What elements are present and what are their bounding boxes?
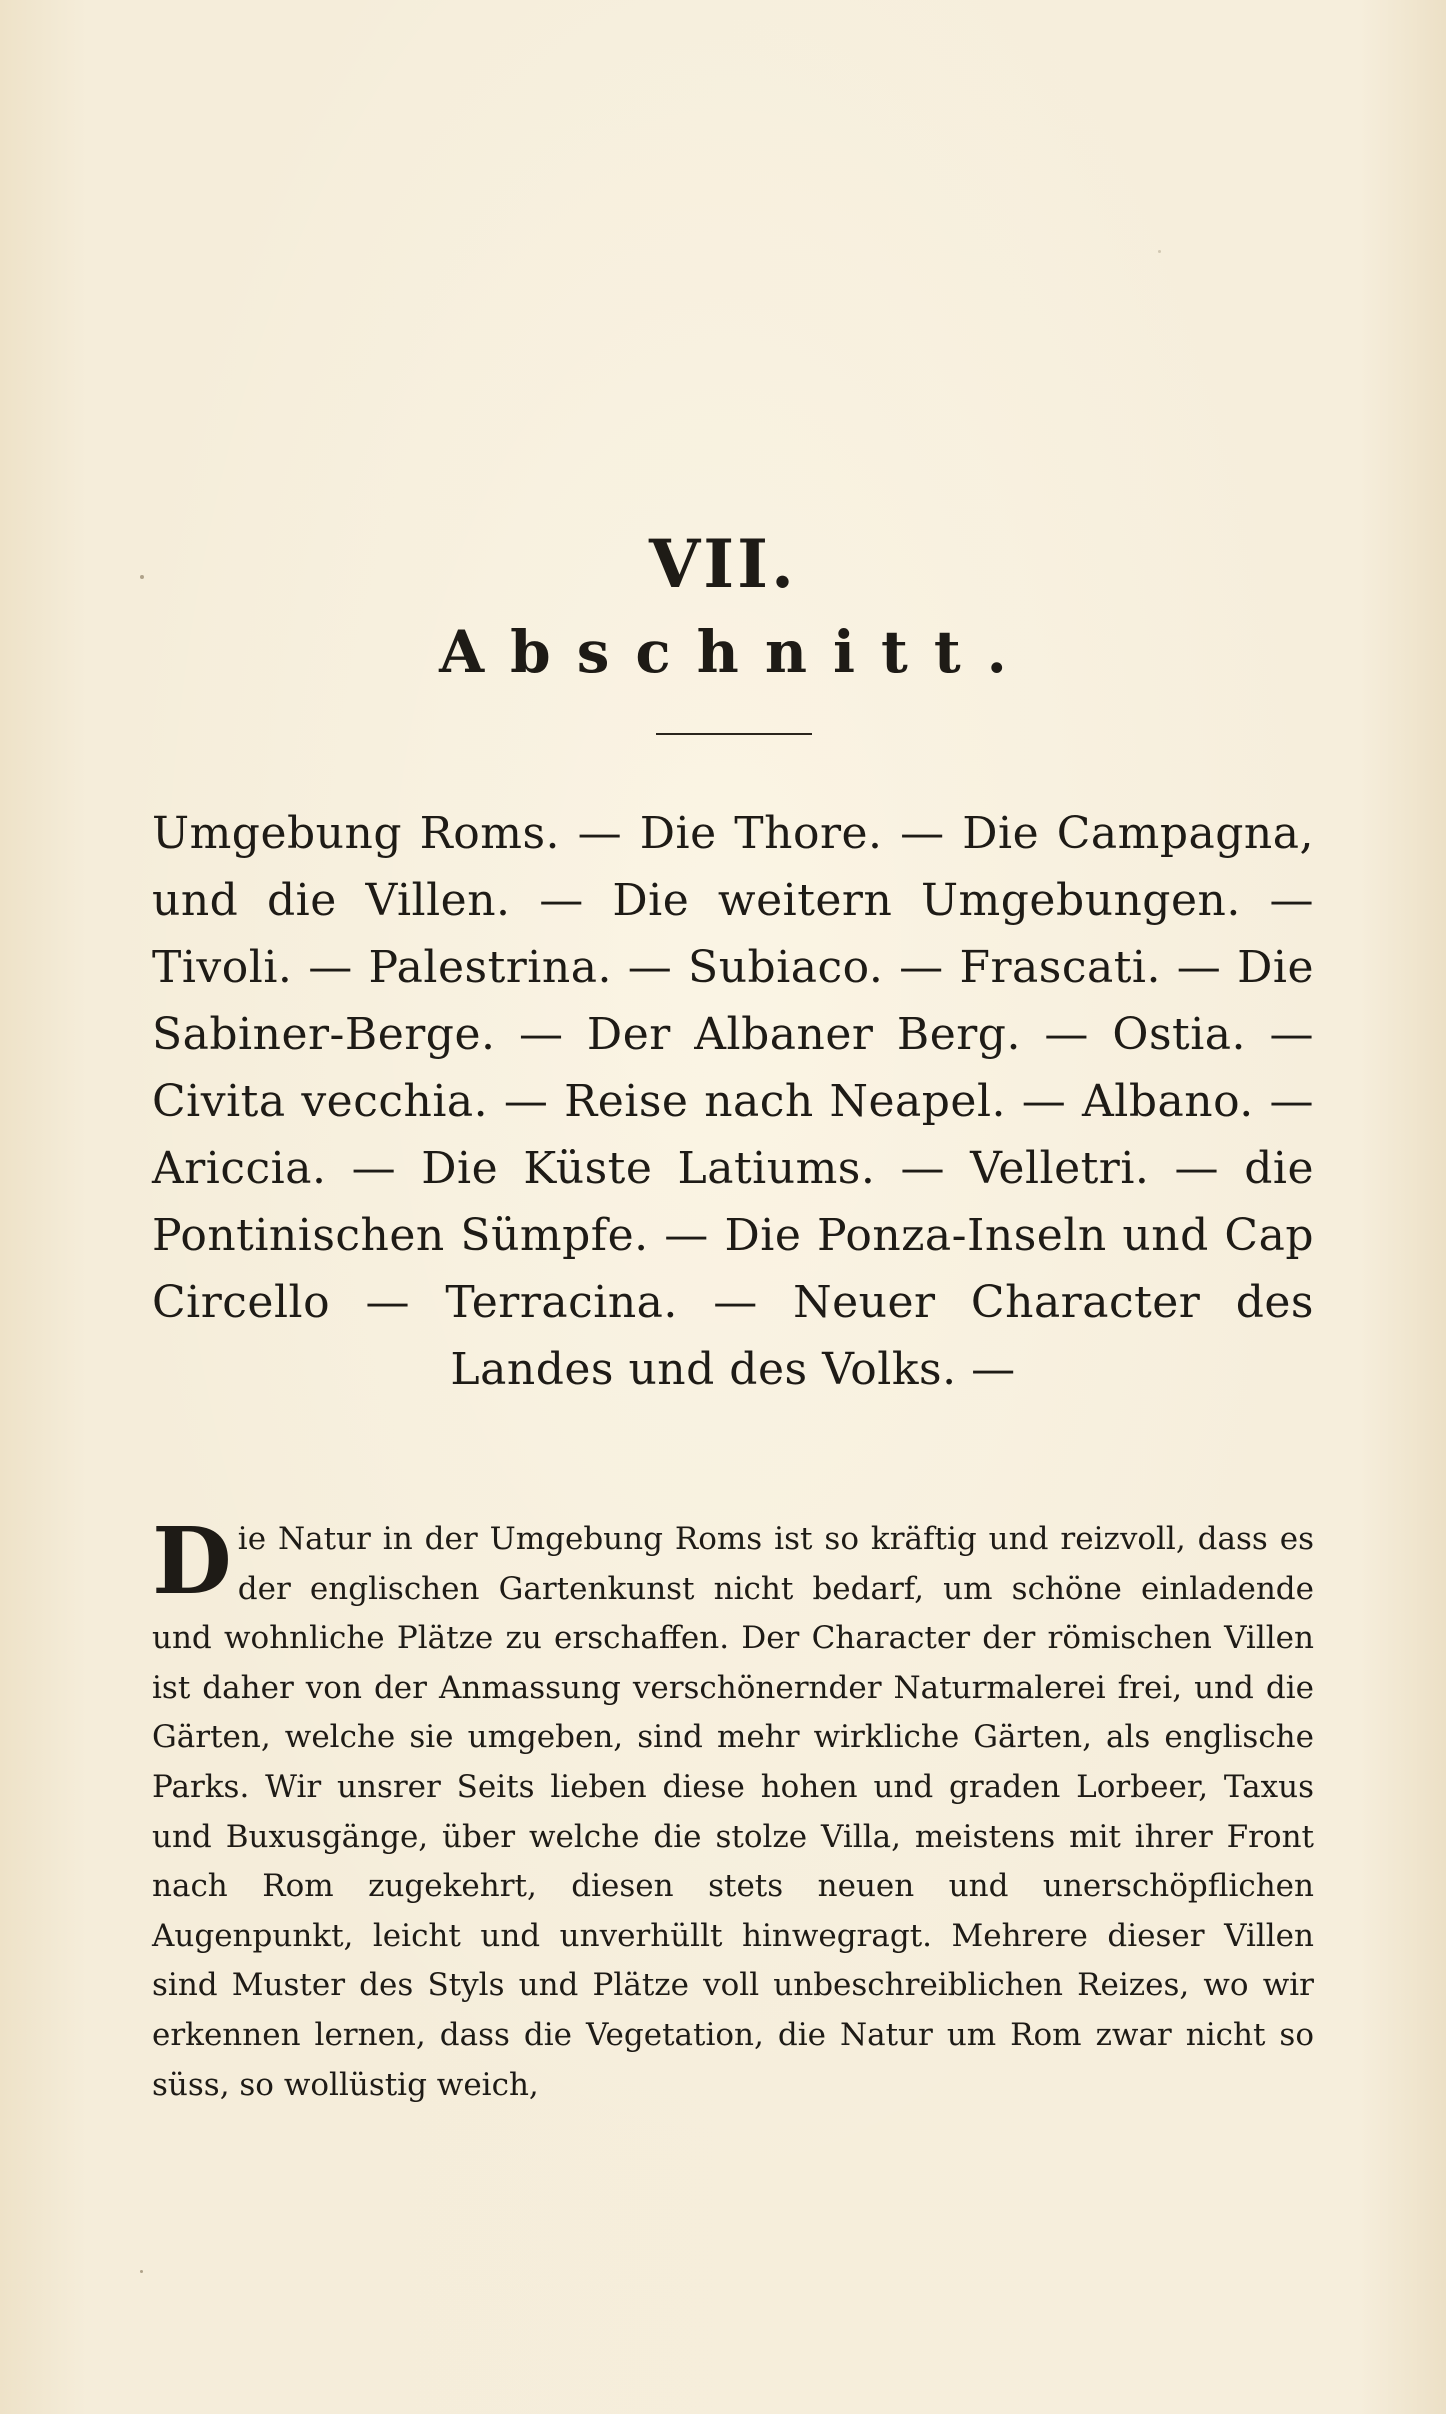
chapter-heading: Abschnitt. [439,618,1033,686]
body-text: ie Natur in der Umgebung Roms ist so kräftig und reizvoll, dass es der englischen Gartenkunst nicht bedarf, um schöne einladende und wohnliche Plätze zu erschaffen. Der Character der römischen Villen ist daher von der Anmassung verschönernder Naturmalerei frei, und die Gärten, welche sie umgeben, sind mehr wirkliche Gärten, als englische Parks. Wir unsrer Seits lieben diese hohen und graden Lorbeer, Taxus und Buxusgänge, über welche die stolze Villa, meistens mit ihrer Front nach Rom zugekehrt, diesen stets neuen und unerschöpflichen Augenpunkt, leicht und unverhüllt hinwegragt. Mehrere dieser Villen sind Muster des Styls und Plätze voll unbeschreiblichen Reizes, wo wir erkennen lernen, dass die Vegetation, die Natur um Rom zwar nicht so süss, so wollüstig weich, [152,1521,1314,2103]
paper-speck [140,575,144,579]
paper-speck [1158,250,1161,253]
heading-divider [656,733,812,735]
body-paragraph [152,1507,1314,2110]
chapter-number: VII. [649,525,797,603]
paper-speck [140,2270,143,2273]
chapter-summary: Umgebung Roms. — Die Thore. — Die Campagna, und die Villen. — Die weitern Umgebungen. — Tivoli. — Palestrina. — Subiaco. — Frascati. — Die Sabiner-Berge. — Der Albaner Berg. — Ostia. — Civita vecchia. — Reise nach Neapel. — Albano. — Ariccia. — Die Küste Latiums. — Velletri. — die Pontinischen Sümpfe. — Die Ponza-Inseln und Cap Circello — Terracina. — Neuer Character des Landes und des Volks. — [152,808,1314,1395]
drop-cap-initial: D [152,1507,232,1615]
show-through-page-number [660,90,710,149]
